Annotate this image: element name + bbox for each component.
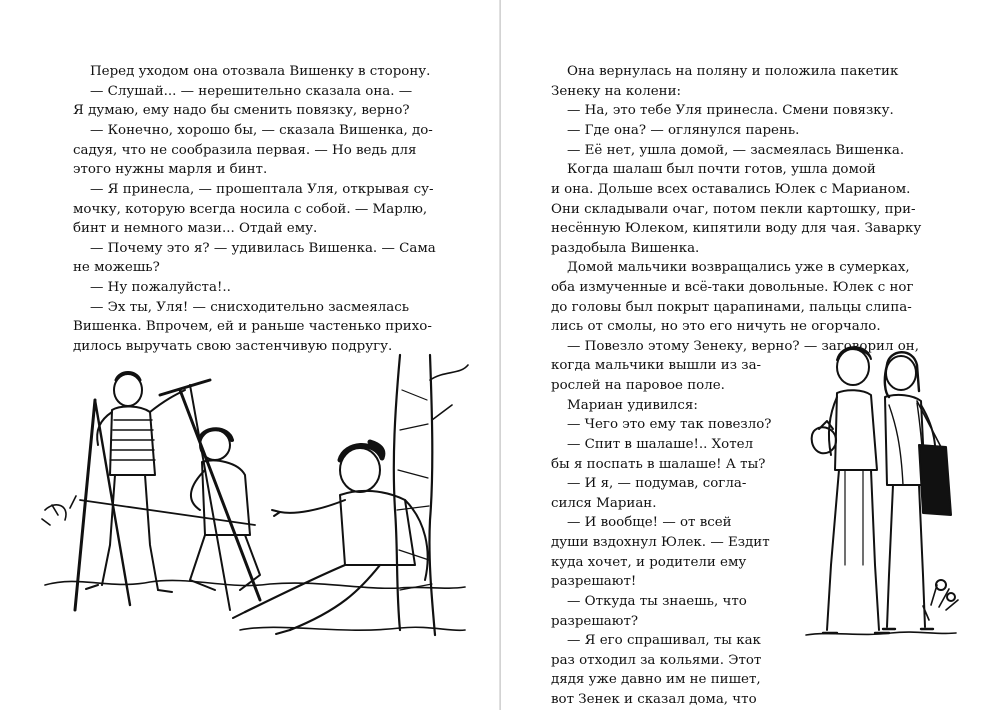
text-line: когда мальчики вышли из за- [551,358,762,373]
text-line: — Конечно, хорошо бы, — сказала Вишенка, до- [90,123,433,138]
text-line: Когда шалаш был почти готов, ушла домой [567,162,876,177]
text-line: — Слушай... — нерешительно сказала она. — [90,84,413,99]
right-page [501,0,1001,710]
text-line: — Где она? — оглянулся парень. [567,123,800,138]
text-line: дилось выручать свою застенчивую подругу. [73,339,393,354]
text-line: — Почему это я? — удивилась Вишенка. — Сама [90,241,436,256]
text-line: сился Мариан. [551,496,657,511]
text-line: Перед уходом она отозвала Вишенку в сторону. [90,64,431,79]
text-line: лись от смолы, но это его ничуть не огорчало. [551,319,881,334]
text-line: не можешь? [73,260,160,275]
text-line: Зенеку на колени: [551,84,682,99]
text-line: дядя уже давно им не пишет, [551,672,761,687]
text-line: этого нужны марля и бинт. [73,162,268,177]
text-line: — И я, — подумав, согла- [567,476,747,491]
text-line: мочку, которую всегда носила с собой. — Марлю, [73,202,428,217]
text-line: бы я поспать в шалаше! А ты? [551,457,766,472]
text-line: — На, это тебе Уля принесла. Смени повязку. [567,103,894,118]
text-line: раз отходил за кольями. Этот [551,653,762,668]
text-line: Домой мальчики возвращались уже в сумерках, [567,260,910,275]
text-line: — Чего это ему так повезло? [567,417,772,432]
text-line: бинт и немного мази... Отдай ему. [73,221,318,236]
text-line: Мариан удивился: [567,398,698,413]
text-line: — Эх ты, Уля! — снисходительно засмеялась [90,300,410,315]
text-line: вот Зенек и сказал дома, что [551,692,757,707]
text-line: Я думаю, ему надо бы сменить повязку, верно? [73,103,410,118]
text-line: рослей на паровое поле. [551,378,725,393]
text-line: оба измученные и всё-таки довольные. Юлек с ног [551,280,914,295]
text-line: до головы был покрыт царапинами, пальцы слипа- [551,300,912,315]
text-line: — Откуда ты знаешь, что [567,594,747,609]
text-line: садуя, что не сообразила первая. — Но ведь для [73,143,417,158]
text-line: — И вообще! — от всей [567,515,732,530]
text-line: — Её нет, ушла домой, — засмеялась Вишенка. [567,143,905,158]
text-line: — Повезло этому Зенеку, верно? — заговорил он, [567,339,919,354]
text-line: — Ну пожалуйста!.. [90,280,231,295]
text-line: разрешают? [551,614,639,629]
text-line: Вишенка. Впрочем, ей и раньше частенько прихо- [73,319,432,334]
boy-and-girl-illustration [801,335,961,640]
text-line: — Я принесла, — прошептала Уля, открывая су- [90,182,434,197]
text-line: Она вернулась на поляну и положила пакетик [567,64,899,79]
text-line: раздобыла Вишенка. [551,241,700,256]
text-line: души вздохнул Юлек. — Ездит [551,535,770,550]
text-line: — Я его спрашивал, ты как [567,633,761,648]
text-line: и она. Дольше всех оставались Юлек с Марианом. [551,182,911,197]
text-line: разрешают! [551,574,637,589]
text-line: несённую Юлеком, кипятили воду для чая. Заварку [551,221,922,236]
text-line: Они складывали очаг, потом пекли картошку, при- [551,202,916,217]
boys-building-hut-illustration [40,350,470,645]
text-line: — Спит в шалаше!.. Хотел [567,437,754,452]
text-line: куда хочет, и родители ему [551,555,747,570]
left-page [0,0,500,710]
